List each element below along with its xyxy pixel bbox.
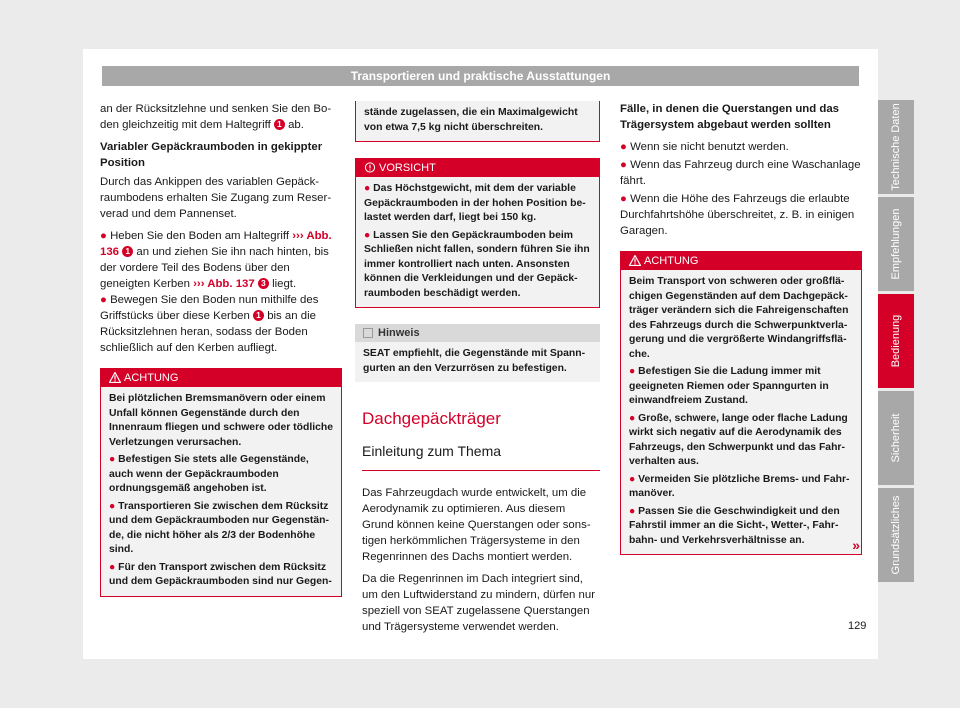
bullet-icon: ● <box>629 473 636 485</box>
bullet-item: ● Das Höchstgewicht, mit dem der variable Gepäckraumboden in der hohen Position belastet werden darf, liegt bei 150 kg. <box>364 183 586 223</box>
page-number: 129 <box>848 620 867 632</box>
tab-bedienung[interactable]: Bedienung <box>878 294 914 388</box>
paragraph: Durch das Ankippen des variablen Gepäckraumbodens erhalten Sie Zugang zum Reserverad und dem Pannenset. <box>100 176 332 220</box>
warning-icon <box>109 372 121 383</box>
achtung-box <box>620 251 862 555</box>
tab-empfehlungen[interactable]: Empfehlungen <box>878 197 914 291</box>
callout-number: 1 <box>274 119 285 130</box>
bullet-item: ● Bewegen Sie den Boden nun mithilfe des Griffstücks über diese Kerben 1 bis an die Rücksitzlehnen heran, sodass der Boden schließlich auf den Kerben aufliegt. <box>100 294 319 354</box>
page-header: Transportieren und praktische Ausstattungen <box>102 66 859 86</box>
bullet-icon: ● <box>109 500 116 512</box>
figure-link[interactable]: ››› Abb. 136 <box>100 230 332 258</box>
tab-grundsaetzliches[interactable]: Grundsätzliches <box>878 488 914 582</box>
achtung-box <box>100 368 342 597</box>
bullet-icon: ● <box>629 505 636 517</box>
vorsicht-body <box>356 177 599 307</box>
hinweis-header: Hinweis <box>355 324 600 342</box>
vorsicht-header: VORSICHT <box>356 159 599 177</box>
bullet-icon: ● <box>364 229 371 241</box>
bullet-icon: ● <box>364 183 371 194</box>
tab-technische-daten[interactable]: Technische Daten <box>878 100 914 194</box>
bullet-icon: ● <box>100 294 107 306</box>
section-heading: Variabler Gepäckraumboden in gekippter Position <box>100 141 323 169</box>
bullet-item: ● Befestigen Sie die Ladung immer mit geeigneten Riemen oder Spanngurten in einwandfreiem Zustand. <box>629 366 829 406</box>
section-subtitle: Einleitung zum Thema <box>362 442 600 471</box>
bullet-icon: ● <box>629 366 636 377</box>
achtung-header: ACHTUNG <box>101 369 341 387</box>
intro-paragraph: an der Rücksitzlehne und senken Sie den Boden gleichzeitig mit dem Haltegriff 1 ab. <box>100 103 332 131</box>
bullet-icon: ● <box>100 230 107 242</box>
continue-arrow-icon: » <box>852 537 860 553</box>
bullet-item: ● Passen Sie die Geschwindigkeit und den Fahrstil immer an die Sicht-, Wetter-, Fahrbahn- und Verkehrsverhältnisse an. <box>629 505 840 546</box>
bullet-item: ● Für den Transport zwischen dem Rücksitz und dem Gepäckraumboden sind nur Gegen- <box>109 561 332 587</box>
column-1 <box>100 101 342 597</box>
achtung-continued-box: stände zugelassen, die ein Maximalgewicht von etwa 7,5 kg nicht überschreiten. <box>355 101 600 142</box>
bullet-item: ● Befestigen Sie stets alle Gegenstände, auch wenn der Gepäckraumboden ordnungsgemäß angehoben ist. <box>109 454 309 494</box>
column-3 <box>620 101 862 555</box>
achtung-header: ACHTUNG <box>621 252 861 270</box>
column-2 <box>355 101 600 641</box>
bullet-item: ● Große, schwere, lange oder flache Ladung wirkt sich negativ auf die Aerodynamik des Fahrzeugs, den Schwerpunkt und das Fahrverhalten aus. <box>629 412 848 467</box>
bullet-icon: ● <box>620 193 627 205</box>
callout-number: 1 <box>122 246 133 257</box>
caution-icon <box>364 162 376 173</box>
bullet-icon: ● <box>620 159 627 171</box>
bullet-icon: ● <box>629 412 636 424</box>
bullet-icon: ● <box>109 454 116 465</box>
achtung-body: Beim Transport von schweren oder großflächigen Gegenständen auf dem Dachgepäckträger verändern sich die Fahreigenschaften des Fahrzeugs durch die Schwerpunktverlagerung und die vergrößerte Windangriffsfläche. ● Befestigen Sie die Ladung immer mit geeigneten Riemen oder Spanngurten in einwandfreiem Zustand. ● Große, schwere, lange oder flache Ladung wirkt sich negativ auf die Aerodynamik des Fahrzeugs, den Schwerpunkt und das Fahrverhalten aus. ● Vermeiden Sie plötzliche Brems- und Fahrmanöver. ● Passen Sie die Geschwindigkeit und den Fahrstil immer an die Sicht-, Wetter-, Fahrbahn- und Verkehrsverhältnisse an. <box>621 270 861 554</box>
callout-number: 1 <box>253 310 264 321</box>
callout-number: 3 <box>258 278 269 289</box>
bullet-item: ● Lassen Sie den Gepäckraumboden beim Schließen nicht fallen, sondern führen Sie ihn immer kontrolliert nach unten. Ansonsten können die Verkleidungen und der Gepäckraumboden beschädigt werden. <box>364 229 590 299</box>
bullet-item: ● Wenn sie nicht benutzt werden. <box>620 141 789 153</box>
vorsicht-box <box>355 158 600 308</box>
bullet-item: ● Wenn das Fahrzeug durch eine Waschanlage fährt. <box>620 159 861 187</box>
info-icon <box>363 328 373 338</box>
paragraph: Das Fahrzeugdach wurde entwickelt, um die Aerodynamik zu optimieren. Aus diesem Grund können keine Querstangen oder sonstigen herkömmlichen Trägersysteme in den Regenrinnen des Dachs montiert werden. <box>362 487 591 563</box>
bullet-item: ● Vermeiden Sie plötzliche Brems- und Fahrmanöver. <box>629 473 850 499</box>
bullet-icon: ● <box>620 141 627 153</box>
bullet-item: ● Heben Sie den Boden am Haltegriff ››› Abb. 136 1 an und ziehen Sie ihn nach hinten, bis der vordere Teil des Bodens über den geneigten Kerben ››› Abb. 137 3 liegt. <box>100 230 332 290</box>
tab-sicherheit[interactable]: Sicherheit <box>878 391 914 485</box>
section-heading: Fälle, in denen die Querstangen und das Trägersystem abgebaut werden sollten <box>620 103 839 131</box>
bullet-item: ● Transportieren Sie zwischen dem Rücksitz und dem Gepäckraumboden nur Gegenstände, die nicht höher als 2/3 der Bodenhöhe sind. <box>109 500 329 555</box>
paragraph: Da die Regenrinnen im Dach integriert sind, um den Luftwiderstand zu mindern, dürfen nur speziell von SEAT zugelassene Querstangen und Trägersysteme verwendet werden. <box>362 573 596 633</box>
warning-icon <box>629 255 641 266</box>
bullet-icon: ● <box>109 561 116 573</box>
achtung-body: Bei plötzlichen Bremsmanövern oder einem Unfall können Gegenstände durch den Innenraum fliegen und schwere oder tödliche Verletzungen verursachen. ● Befestigen Sie stets alle Gegenstände, auch wenn der Gepäckraumboden ordnungsgemäß angehoben ist. ● Transportieren Sie zwischen dem Rücksitz und dem Gepäckraumboden nur Gegenstände, die nicht höher als 2/3 der Bodenhöhe sind. ● Für den Transport zwischen dem Rücksitz und dem Gepäckraumboden sind nur Gegen- <box>101 387 341 596</box>
hinweis-box: Hinweis SEAT empfiehlt, die Gegenstände mit Spanngurten an den Verzurrösen zu befestigen. <box>355 324 600 382</box>
section-title: Dachgepäckträger <box>362 409 501 428</box>
figure-link[interactable]: ››› Abb. 137 <box>193 278 255 290</box>
bullet-item: ● Wenn die Höhe des Fahrzeugs die erlaubte Durchfahrtshöhe überschreitet, z. B. in einigen Garagen. <box>620 193 855 237</box>
